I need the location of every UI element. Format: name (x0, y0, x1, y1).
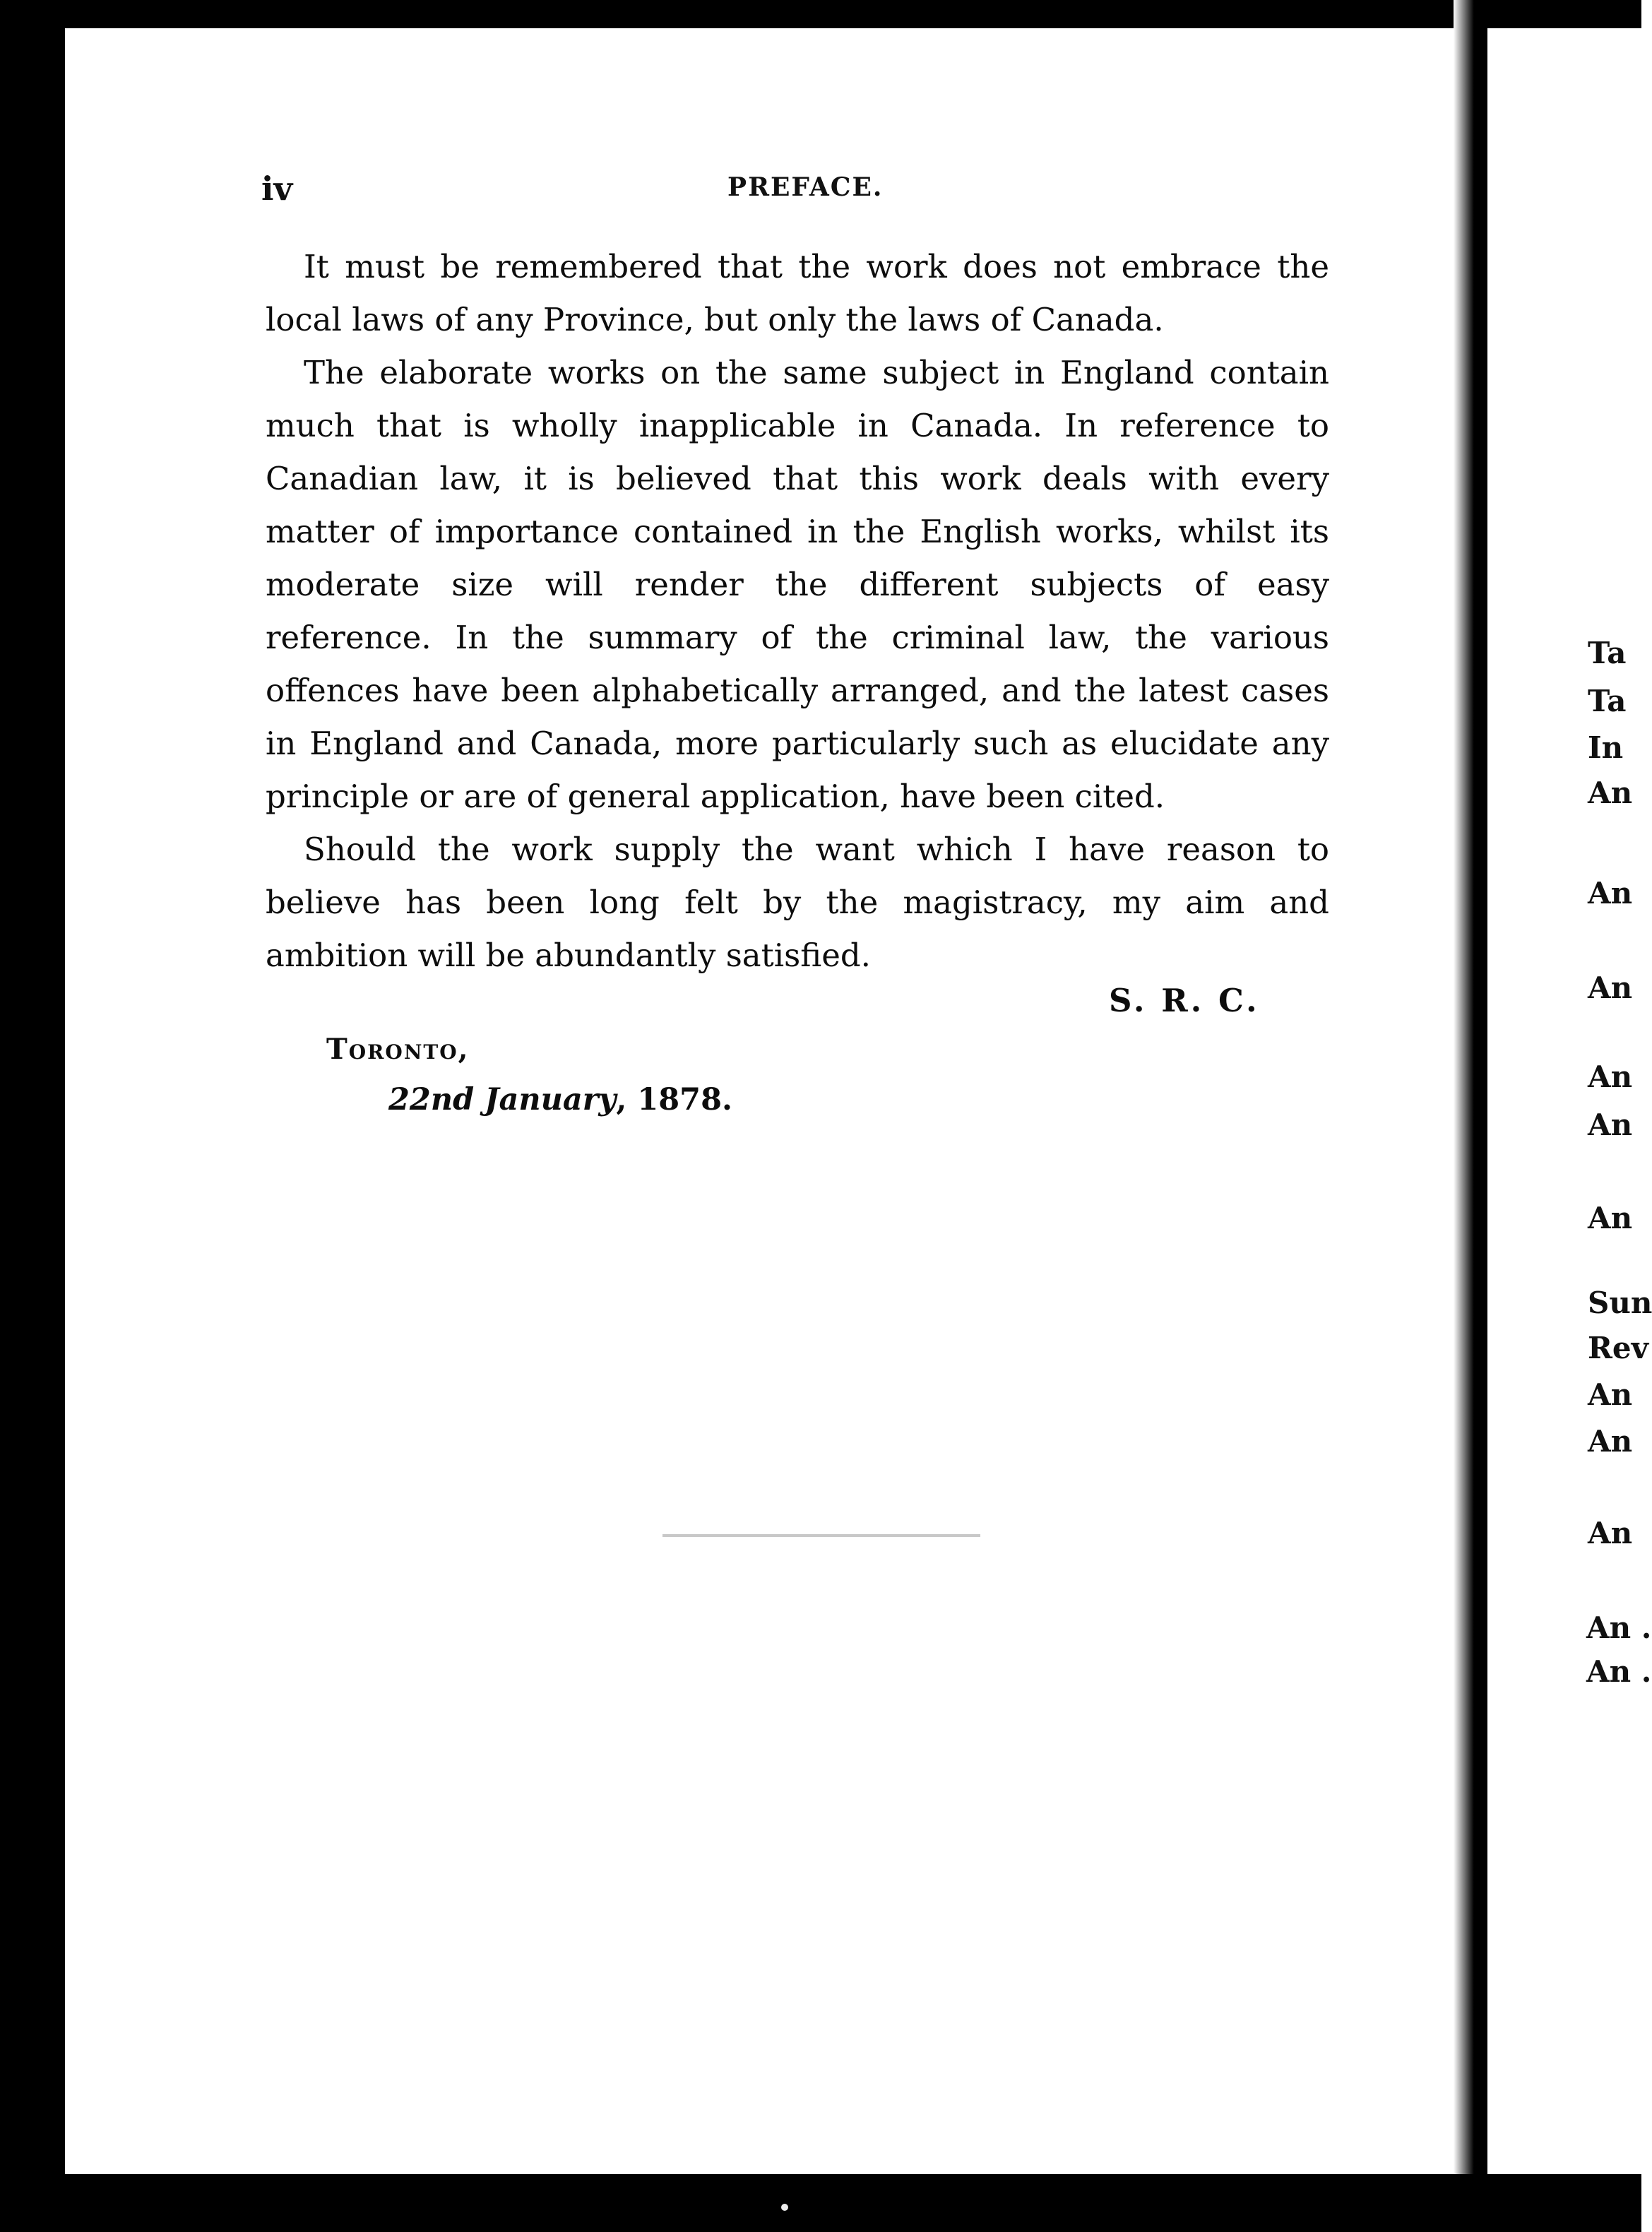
paragraph: Should the work supply the want which I have reason to believe has been long felt by the magistracy, my aim and ambition will be abundantly satisfied. (266, 831, 1329, 974)
adjacent-page-fragment: In (1588, 730, 1624, 765)
adjacent-page-fragments (1487, 0, 1652, 2232)
show-through-rule (662, 1534, 980, 1537)
adjacent-page-fragment: An (1588, 1059, 1633, 1094)
scan-border-top (0, 0, 1641, 28)
paragraph: The elaborate works on the same subject in England contain much that is wholly inapplicable in Canada. In reference to Canadian law, it is believed that this work deals with every matter of importance contained in the English works, whilst its moderate size will render the different subjects of easy reference. In the summary of the criminal law, the various offences have been alphabetically arranged, and the latest cases in England and Canada, more particularly such as elucidate any principle or are of general application, have been cited. (266, 354, 1329, 815)
running-title: PREFACE. (727, 172, 884, 202)
adjacent-page-fragment: An (1588, 1201, 1633, 1235)
date-line (388, 1082, 732, 1117)
scan-border-left (0, 0, 65, 2232)
adjacent-page-fragment: An . (1586, 1654, 1652, 1689)
adjacent-page-fragment: An (1588, 970, 1633, 1005)
page-gutter (1454, 0, 1487, 2232)
adjacent-page-fragment: Rev (1588, 1331, 1649, 1365)
scan-speck (781, 2204, 788, 2211)
scan-border-bottom (0, 2174, 1641, 2232)
adjacent-page-fragment: An (1588, 776, 1633, 810)
adjacent-page-fragment: An (1588, 876, 1633, 910)
page-number: iv (261, 170, 293, 208)
adjacent-page-fragment: An . (1586, 1610, 1652, 1645)
date-day-month: 22nd January (388, 1082, 617, 1117)
adjacent-page-fragment: An (1588, 1516, 1633, 1550)
adjacent-page-fragment: Ta (1588, 684, 1627, 718)
place-line: Toronto, (326, 1033, 470, 1066)
signature-initials: S. R. C. (1109, 982, 1260, 1019)
adjacent-page-fragment: An (1588, 1108, 1633, 1142)
adjacent-page-fragment: Sun (1588, 1286, 1652, 1320)
adjacent-page-fragment: Ta (1588, 636, 1627, 670)
preface-body (266, 240, 1329, 982)
adjacent-page-fragment: An (1588, 1377, 1633, 1412)
adjacent-page-fragment: An (1588, 1424, 1633, 1459)
paragraph: It must be remembered that the work does not embrace the local laws of any Province, but only the laws of Canada. (266, 248, 1329, 338)
running-head (261, 170, 1328, 212)
date-year: , 1878. (616, 1082, 732, 1117)
